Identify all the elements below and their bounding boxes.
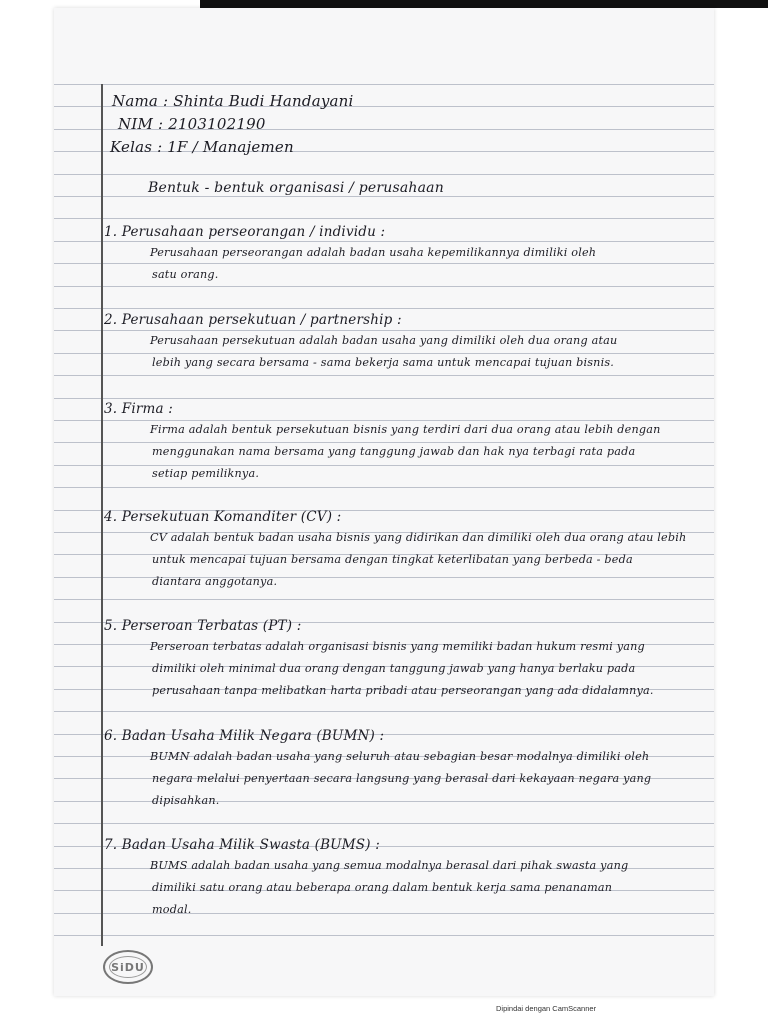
section-text-line: BUMS adalah badan usaha yang semua modalnya berasal dari pihak swasta yang — [150, 859, 629, 872]
ruled-line — [54, 442, 714, 443]
section-text-line: diantara anggotanya. — [152, 575, 278, 588]
ruled-line — [54, 308, 714, 309]
section-heading: 5. Perseroan Terbatas (PT) : — [104, 618, 302, 634]
section-text-line: modal. — [152, 903, 192, 916]
ruled-line — [54, 263, 714, 264]
section-heading: 1. Perusahaan perseorangan / individu : — [104, 224, 386, 240]
ruled-line — [54, 935, 714, 936]
ruled-line — [54, 218, 714, 219]
ruled-line — [54, 398, 714, 399]
section-text-line: dimiliki satu orang atau beberapa orang dalam bentuk kerja sama penanaman — [152, 881, 613, 894]
sidu-logo — [103, 950, 153, 984]
section-heading: 7. Badan Usaha Milik Swasta (BUMS) : — [104, 837, 380, 853]
student-class: Kelas : 1F / Manajemen — [110, 138, 294, 156]
section-text-line: negara melalui penyertaan secara langsung yang berasal dari kekayaan negara yang — [152, 772, 652, 785]
ruled-line — [54, 420, 714, 421]
page-title: Bentuk - bentuk organisasi / perusahaan — [148, 180, 444, 196]
section-heading: 6. Badan Usaha Milik Negara (BUMN) : — [104, 728, 385, 744]
section-text-line: lebih yang secara bersama - sama bekerja sama untuk mencapai tujuan bisnis. — [152, 356, 615, 369]
ruled-line — [54, 711, 714, 712]
section-heading: 2. Perusahaan persekutuan / partnership : — [104, 312, 402, 328]
ruled-line — [54, 487, 714, 488]
ruled-line — [54, 375, 714, 376]
section-heading: 4. Persekutuan Komanditer (CV) : — [104, 509, 342, 525]
section-text-line: perusahaan tanpa melibatkan harta pribadi atau perseorangan yang ada didalamnya. — [152, 684, 654, 697]
ruled-line — [54, 823, 714, 824]
student-name: Nama : Shinta Budi Handayani — [112, 92, 354, 110]
ruled-line — [54, 353, 714, 354]
ruled-line — [54, 286, 714, 287]
ruled-line — [54, 465, 714, 466]
ruled-line — [54, 84, 714, 85]
logo-text: SiDU — [111, 960, 145, 974]
ruled-line — [54, 330, 714, 331]
section-text-line: dipisahkan. — [152, 794, 220, 807]
section-text-line: menggunakan nama bersama yang tanggung jawab dan hak nya terbagi rata pada — [152, 445, 636, 458]
section-text-line: Perusahaan persekutuan adalah badan usaha yang dimiliki oleh dua orang atau — [150, 334, 618, 347]
section-text-line: untuk mencapai tujuan bersama dengan tingkat keterlibatan yang berbeda - beda — [152, 553, 633, 566]
section-text-line: CV adalah bentuk badan usaha bisnis yang didirikan dan dimiliki oleh dua orang atau lebih — [150, 531, 687, 544]
ruled-line — [54, 174, 714, 175]
student-nim: NIM : 2103102190 — [118, 115, 266, 133]
section-heading: 3. Firma : — [104, 401, 173, 417]
scanner-watermark: Dipindai dengan CamScanner — [496, 1004, 597, 1013]
section-text-line: Perusahaan perseorangan adalah badan usaha kepemilikannya dimiliki oleh — [150, 246, 597, 259]
section-text-line: Firma adalah bentuk persekutuan bisnis yang terdiri dari dua orang atau lebih dengan — [150, 423, 661, 436]
section-text-line: Perseroan terbatas adalah organisasi bisnis yang memiliki badan hukum resmi yang — [150, 640, 645, 653]
margin-line — [101, 84, 103, 946]
section-text-line: setiap pemiliknya. — [152, 467, 260, 480]
section-text-line: BUMN adalah badan usaha yang seluruh atau sebagian besar modalnya dimiliki oleh — [150, 750, 650, 763]
logo-ring — [109, 956, 147, 978]
scan-edge-shadow — [200, 0, 768, 8]
section-text-line: satu orang. — [152, 268, 219, 281]
ruled-line — [54, 196, 714, 197]
ruled-line — [54, 241, 714, 242]
section-text-line: dimiliki oleh minimal dua orang dengan tanggung jawab yang hanya berlaku pada — [152, 662, 636, 675]
ruled-line — [54, 599, 714, 600]
